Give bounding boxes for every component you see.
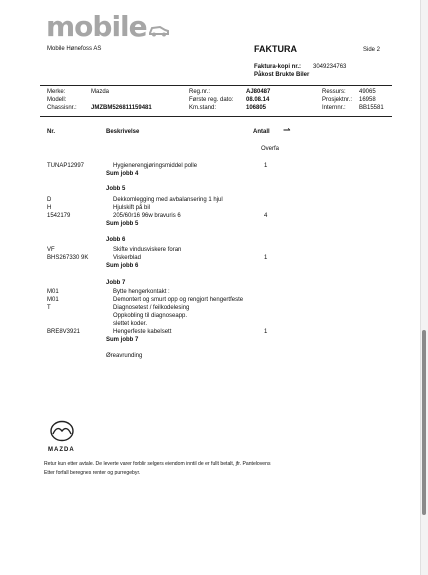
prosjekt-label: Prosjektnr.:	[322, 97, 353, 103]
company-name: Mobile Hønefoss AS	[47, 46, 102, 52]
col-desc-header: Beskrivelse	[106, 129, 140, 135]
job-header: Jobb 7	[106, 280, 126, 286]
row-qty: 4	[264, 213, 268, 219]
km-label: Km.stand:	[189, 105, 217, 111]
copy-number: 3049234763	[313, 64, 347, 70]
page-number: Side 2	[363, 47, 381, 53]
intern-value: BB15581	[359, 105, 384, 111]
row-qty: 1	[264, 329, 268, 335]
copy-label: Faktura-kopi nr.:	[254, 64, 302, 70]
row-desc: Skifte vindusviskere foran	[113, 247, 182, 253]
row-nr: 1542179	[47, 213, 71, 219]
rounding-label: Øreavrunding	[106, 353, 143, 359]
row-nr: M01	[47, 289, 59, 295]
chassis-value: JMZBM526811159481	[91, 105, 152, 111]
customer-name: Påkost Brukte Biler	[254, 72, 310, 78]
row-desc: Bytte hengerkontakt :	[113, 289, 170, 295]
col-antall-header: Antall	[253, 129, 270, 135]
row-nr: BHS267330 9K	[47, 255, 89, 261]
subtotal-label: Sum jobb 7	[106, 337, 139, 343]
car-icon	[148, 12, 170, 45]
forste-label: Første reg. dato:	[189, 97, 234, 103]
km-value: 106805	[246, 105, 267, 111]
row-nr: BRE8V3921	[47, 329, 81, 335]
chassis-label: Chassisnr.:	[47, 105, 77, 111]
brand-logo	[44, 420, 80, 453]
prosjekt-value: 16958	[359, 97, 376, 103]
modell-label: Modell:	[47, 97, 67, 103]
company-logo	[46, 10, 170, 45]
arrow-icon: ⇀	[283, 125, 291, 135]
job-header: Jobb 6	[106, 237, 126, 243]
row-desc: Hengerfeste kabelsett	[113, 329, 172, 335]
row-desc: Diagnosetest / feilkodelesing	[113, 305, 190, 311]
row-desc: slettet koder.	[113, 321, 148, 327]
col-nr-header: Nr.	[47, 129, 56, 135]
footer-line-2: Etter forfall beregnes renter og purregebyr.	[44, 470, 141, 476]
row-qty: 1	[264, 163, 268, 169]
invoice-title: FAKTURA	[254, 44, 297, 54]
brand-name: MAZDA	[48, 447, 75, 453]
subtotal-label: Sum jobb 6	[106, 263, 139, 269]
subtotal-label: Sum jobb 5	[106, 221, 139, 227]
row-desc: Viskerblad	[113, 255, 141, 261]
row-qty: 1	[264, 255, 268, 261]
mazda-emblem-icon	[44, 420, 80, 447]
forste-value: 08.08.14	[246, 97, 270, 103]
ressurs-label: Ressurs:	[322, 89, 346, 95]
row-nr: M01	[47, 297, 59, 303]
cut-column-header: Overfa	[261, 146, 280, 152]
row-nr: H	[47, 205, 52, 211]
divider	[40, 116, 392, 117]
row-desc: Oppkobling til diagnoseapp.	[113, 313, 188, 319]
regnr-value: AJ80487	[246, 89, 271, 95]
row-desc: 205/60r16 96w bravuris 6	[113, 213, 181, 219]
row-nr: D	[47, 197, 52, 203]
row-desc: Hjulskift på bil	[113, 205, 151, 211]
divider	[40, 85, 392, 86]
row-nr: VF	[47, 247, 55, 253]
row-nr: T	[47, 305, 51, 311]
intern-label: Internnr.:	[322, 105, 346, 111]
logo-text: mobile	[46, 10, 147, 43]
row-desc: Demontert og smurt opp og rengjort hengertfeste	[113, 297, 244, 303]
merke-label: Merke:	[47, 89, 66, 95]
row-desc: Dekkomlegging med avbalansering 1 hjul	[113, 197, 223, 203]
job-header: Jobb 5	[106, 186, 126, 192]
subtotal-label: Sum jobb 4	[106, 171, 139, 177]
row-nr: TUNAP12997	[47, 163, 85, 169]
merke-value: Mazda	[91, 89, 110, 95]
regnr-label: Reg.nr.:	[189, 89, 211, 95]
ressurs-value: 49065	[359, 89, 376, 95]
footer-line-1: Retur kun etter avtale. De leverte varer forblir selgers eiendom inntil de er fullt betalt, jfr. Pantelovens	[44, 461, 271, 467]
row-desc: Hygienerengjøringsmiddel polle	[113, 163, 198, 169]
scrollbar-thumb[interactable]	[422, 330, 426, 515]
